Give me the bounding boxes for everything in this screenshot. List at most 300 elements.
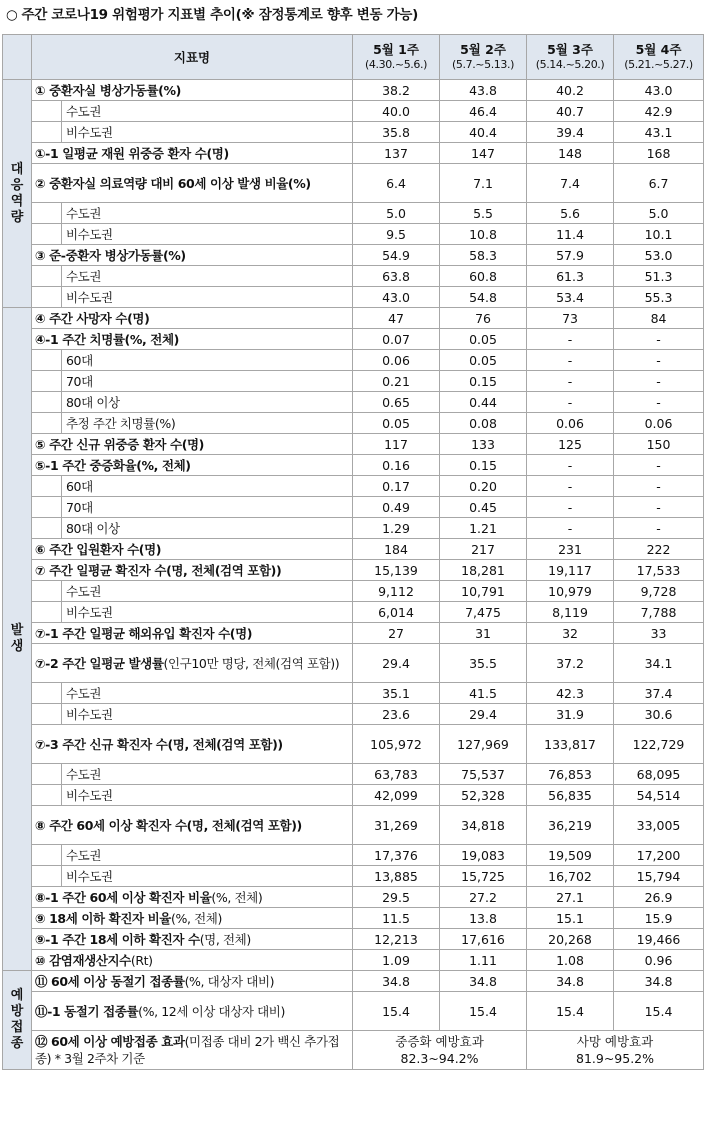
value-cell-week-4: 150: [614, 434, 704, 455]
table-row: [3, 350, 704, 371]
indent-cell: [32, 785, 62, 806]
value-cell-week-2: 0.44: [440, 392, 527, 413]
header-category-cell: [3, 35, 32, 80]
value-cell-week-4: 0.06: [614, 413, 704, 434]
indicator-label: [32, 455, 353, 476]
table-row: [3, 929, 704, 950]
value-cell-week-1: 43.0: [353, 287, 440, 308]
label-rest: (미접종 대비 2가 백신 추가접종): [35, 1034, 340, 1066]
label-text: ① 중환자실 병상가동률(%): [35, 82, 181, 98]
value-cell-week-2: 18,281: [440, 560, 527, 581]
label-bold: ⑫ 60세 이상 예방접종 효과: [35, 1034, 185, 1049]
table-row: [3, 806, 704, 845]
label-text: 수도권: [66, 205, 102, 221]
value-cell-week-1: 63,783: [353, 764, 440, 785]
indent-cell: [32, 413, 62, 434]
value-cell-week-4: 15.4: [614, 992, 704, 1031]
indicator-label: [32, 329, 353, 350]
label-bold: ⑦-2 주간 일평균 발생률: [35, 655, 164, 671]
indicator-label: [32, 80, 353, 101]
value-cell-week-4: 15,794: [614, 866, 704, 887]
value-cell-week-1: 11.5: [353, 908, 440, 929]
value-cell-week-2: 13.8: [440, 908, 527, 929]
table-row: [3, 266, 704, 287]
value-cell-week-1: 6.4: [353, 164, 440, 203]
indicator-label: [32, 908, 353, 929]
value-cell-week-1: 38.2: [353, 80, 440, 101]
value-cell-week-2: 58.3: [440, 245, 527, 266]
indicator-label: [62, 602, 353, 623]
table-row: [3, 476, 704, 497]
value-cell-week-3: 20,268: [527, 929, 614, 950]
value-cell-week-1: 0.06: [353, 350, 440, 371]
value-cell-week-1: 0.21: [353, 371, 440, 392]
indicator-label: [32, 143, 353, 164]
label-bold: ⑩ 감염재생산지수: [35, 952, 131, 968]
value-cell-week-1: 35.8: [353, 122, 440, 143]
value-cell-week-1: 40.0: [353, 101, 440, 122]
label-text: 비수도권: [66, 289, 113, 305]
label-text: ⑤-1 주간 중증화율(%, 전체): [35, 457, 191, 473]
value-cell-week-4: 54,514: [614, 785, 704, 806]
table-row: [3, 434, 704, 455]
death-effect-label: 사망 예방효과: [576, 1034, 654, 1049]
indicator-label: [62, 203, 353, 224]
indent-cell: [32, 392, 62, 413]
value-cell-week-2: 41.5: [440, 683, 527, 704]
value-cell-week-3: -: [527, 497, 614, 518]
label-text: ⑧ 주간 60세 이상 확진자 수(명, 전체(검역 포함)): [35, 817, 302, 833]
value-cell-week-2: 76: [440, 308, 527, 329]
indent-cell: [32, 122, 62, 143]
value-cell-week-1: 12,213: [353, 929, 440, 950]
indicator-label: [62, 371, 353, 392]
value-cell-week-1: 5.0: [353, 203, 440, 224]
table-row: [3, 644, 704, 683]
table-row: [3, 122, 704, 143]
label-text: 80대 이상: [66, 394, 120, 410]
indent-cell: [32, 101, 62, 122]
value-cell-week-1: 35.1: [353, 683, 440, 704]
label-text: ⑦-1 주간 일평균 해외유입 확진자 수(명): [35, 625, 253, 641]
value-cell-week-4: -: [614, 329, 704, 350]
value-cell-week-4: 43.1: [614, 122, 704, 143]
table-row: [3, 329, 704, 350]
value-cell-week-1: 13,885: [353, 866, 440, 887]
value-cell-week-2: 60.8: [440, 266, 527, 287]
value-cell-week-1: 6,014: [353, 602, 440, 623]
value-cell-week-2: 0.05: [440, 350, 527, 371]
table-row: [3, 308, 704, 329]
value-cell-week-2: 75,537: [440, 764, 527, 785]
label-text: 수도권: [66, 268, 102, 284]
death-prevention-effect: [527, 1031, 704, 1070]
value-cell-week-3: 16,702: [527, 866, 614, 887]
indicator-label: [32, 560, 353, 581]
label-rest: (%, 전체): [211, 889, 263, 905]
value-cell-week-4: 122,729: [614, 725, 704, 764]
value-cell-week-2: 217: [440, 539, 527, 560]
indicator-label: [62, 518, 353, 539]
indent-cell: [32, 518, 62, 539]
value-cell-week-4: 19,466: [614, 929, 704, 950]
value-cell-week-1: 0.17: [353, 476, 440, 497]
value-cell-week-2: 52,328: [440, 785, 527, 806]
table-row: [3, 539, 704, 560]
table-row: [3, 725, 704, 764]
value-cell-week-1: 0.07: [353, 329, 440, 350]
value-cell-week-3: 148: [527, 143, 614, 164]
table-row: [3, 764, 704, 785]
risk-indicator-table: [2, 34, 704, 1070]
label-bold: ⑪ 60세 이상 동절기 접종률: [35, 973, 185, 989]
value-cell-week-3: 37.2: [527, 644, 614, 683]
table-row: [3, 908, 704, 929]
value-cell-week-3: 32: [527, 623, 614, 644]
value-cell-week-3: 34.8: [527, 971, 614, 992]
value-cell-week-3: 56,835: [527, 785, 614, 806]
value-cell-week-1: 63.8: [353, 266, 440, 287]
label-text: 수도권: [66, 766, 102, 782]
value-cell-week-1: 184: [353, 539, 440, 560]
value-cell-week-3: 40.2: [527, 80, 614, 101]
label-text: ⑥ 주간 입원환자 수(명): [35, 541, 162, 557]
table-row: [3, 101, 704, 122]
value-cell-week-4: 7,788: [614, 602, 704, 623]
value-cell-week-4: 6.7: [614, 164, 704, 203]
indicator-label: [62, 704, 353, 725]
indicator-label: [62, 683, 353, 704]
indicator-label: [32, 929, 353, 950]
page-title: [6, 0, 418, 30]
label-text: ② 중환자실 의료역량 대비 60세 이상 발생 비율(%): [35, 175, 311, 191]
value-cell-week-1: 105,972: [353, 725, 440, 764]
indicator-label: [32, 434, 353, 455]
label-text: 수도권: [66, 847, 102, 863]
value-cell-week-3: -: [527, 455, 614, 476]
label-bold: ⑧-1 주간 60세 이상 확진자 비율: [35, 889, 212, 905]
value-cell-week-4: 37.4: [614, 683, 704, 704]
table-row: [3, 455, 704, 476]
value-cell-week-1: 1.29: [353, 518, 440, 539]
label-rest: (%, 전체): [171, 910, 222, 926]
value-cell-week-2: 0.15: [440, 371, 527, 392]
indent-cell: [32, 581, 62, 602]
header-indicator: 지표명: [32, 35, 353, 80]
indicator-label: [62, 101, 353, 122]
label-rest: (인구10만 명당, 전체(검역 포함)): [163, 655, 340, 671]
indent-cell: [32, 497, 62, 518]
label-text: 70대: [66, 499, 93, 515]
value-cell-week-1: 29.4: [353, 644, 440, 683]
label-rest: (명, 전체): [199, 931, 251, 947]
value-cell-week-2: 147: [440, 143, 527, 164]
value-cell-week-4: 15.9: [614, 908, 704, 929]
value-cell-week-1: 9.5: [353, 224, 440, 245]
indent-cell: [32, 224, 62, 245]
indent-cell: [32, 602, 62, 623]
header-week-1: 5월 1주 (4.30.~5.6.): [353, 35, 440, 80]
value-cell-week-2: 10.8: [440, 224, 527, 245]
value-cell-week-4: -: [614, 392, 704, 413]
value-cell-week-2: 1.21: [440, 518, 527, 539]
indent-cell: [32, 203, 62, 224]
value-cell-week-3: 61.3: [527, 266, 614, 287]
value-cell-week-2: 15,725: [440, 866, 527, 887]
value-cell-week-3: 36,219: [527, 806, 614, 845]
value-cell-week-4: -: [614, 476, 704, 497]
value-cell-week-1: 17,376: [353, 845, 440, 866]
table-row: [3, 518, 704, 539]
indicator-label: [32, 245, 353, 266]
value-cell-week-3: 40.7: [527, 101, 614, 122]
value-cell-week-3: 7.4: [527, 164, 614, 203]
table-row: [3, 497, 704, 518]
value-cell-week-2: 0.20: [440, 476, 527, 497]
value-cell-week-3: 125: [527, 434, 614, 455]
label-rest: (%, 12세 이상 대상자 대비): [138, 1003, 285, 1019]
label-text: 수도권: [66, 685, 102, 701]
table-row: [3, 392, 704, 413]
label-rest: (Rt): [130, 952, 153, 968]
value-cell-week-3: 8,119: [527, 602, 614, 623]
indicator-label: [32, 644, 353, 683]
value-cell-week-3: -: [527, 329, 614, 350]
value-cell-week-3: -: [527, 350, 614, 371]
indicator-label: [32, 1031, 353, 1070]
value-cell-week-4: 17,533: [614, 560, 704, 581]
indent-cell: [32, 371, 62, 392]
value-cell-week-3: 1.08: [527, 950, 614, 971]
value-cell-week-3: 19,509: [527, 845, 614, 866]
value-cell-week-4: 5.0: [614, 203, 704, 224]
indent-cell: [32, 476, 62, 497]
value-cell-week-3: 53.4: [527, 287, 614, 308]
table-row: [3, 164, 704, 203]
table-row: [3, 623, 704, 644]
value-cell-week-1: 0.05: [353, 413, 440, 434]
indicator-label: [62, 581, 353, 602]
indicator-label: [32, 806, 353, 845]
value-cell-week-1: 1.09: [353, 950, 440, 971]
table-row: [3, 866, 704, 887]
indicator-label: [62, 122, 353, 143]
indicator-label: [62, 350, 353, 371]
label-text: 비수도권: [66, 226, 113, 242]
header-week-3: 5월 3주 (5.14.~5.20.): [527, 35, 614, 80]
table-row-vaccine-effect: [3, 1031, 704, 1070]
value-cell-week-1: 34.8: [353, 971, 440, 992]
label-text: ①-1 일평균 재원 위중증 환자 수(명): [35, 145, 229, 161]
value-cell-week-3: 133,817: [527, 725, 614, 764]
value-cell-week-4: 10.1: [614, 224, 704, 245]
value-cell-week-1: 27: [353, 623, 440, 644]
table-row: [3, 413, 704, 434]
table-row: [3, 143, 704, 164]
label-bold: ⑨ 18세 이하 확진자 비율: [35, 910, 171, 926]
value-cell-week-3: 5.6: [527, 203, 614, 224]
table-row: [3, 845, 704, 866]
indent-cell: [32, 683, 62, 704]
value-cell-week-2: 0.15: [440, 455, 527, 476]
label-text: 비수도권: [66, 787, 113, 803]
table-row: [3, 887, 704, 908]
value-cell-week-3: -: [527, 392, 614, 413]
label-text: 80대 이상: [66, 520, 120, 536]
indicator-label: [62, 413, 353, 434]
label-text: ⑤ 주간 신규 위중증 환자 수(명): [35, 436, 204, 452]
indicator-label: [32, 308, 353, 329]
table-row: [3, 683, 704, 704]
indent-cell: [32, 287, 62, 308]
value-cell-week-1: 47: [353, 308, 440, 329]
category-occurrence: 발 생: [3, 308, 32, 971]
value-cell-week-1: 31,269: [353, 806, 440, 845]
value-cell-week-3: 39.4: [527, 122, 614, 143]
value-cell-week-2: 15.4: [440, 992, 527, 1031]
value-cell-week-4: 9,728: [614, 581, 704, 602]
value-cell-week-4: 33: [614, 623, 704, 644]
table-row: [3, 560, 704, 581]
label-bold: ⑪-1 동절기 접종률: [35, 1003, 139, 1019]
value-cell-week-4: 55.3: [614, 287, 704, 308]
value-cell-week-4: 53.0: [614, 245, 704, 266]
table-row: [3, 704, 704, 725]
value-cell-week-2: 10,791: [440, 581, 527, 602]
value-cell-week-3: 11.4: [527, 224, 614, 245]
label-text: 비수도권: [66, 604, 113, 620]
value-cell-week-2: 19,083: [440, 845, 527, 866]
title-text: 주간 코로나19 위험평가 지표별 추이(※ 잠정통계로 향후 변동 가능): [21, 7, 418, 23]
severe-effect-label: 중증화 예방효과: [395, 1034, 484, 1049]
value-cell-week-4: 34.8: [614, 971, 704, 992]
death-effect-value: 81.9~95.2%: [576, 1051, 655, 1066]
indicator-label: [62, 224, 353, 245]
value-cell-week-2: 7,475: [440, 602, 527, 623]
label-text: 비수도권: [66, 706, 113, 722]
value-cell-week-4: 51.3: [614, 266, 704, 287]
value-cell-week-2: 127,969: [440, 725, 527, 764]
value-cell-week-1: 15.4: [353, 992, 440, 1031]
label-text: 비수도권: [66, 124, 113, 140]
value-cell-week-3: 15.1: [527, 908, 614, 929]
value-cell-week-2: 40.4: [440, 122, 527, 143]
indicator-label: [32, 164, 353, 203]
category-response: 대 응 역 량: [3, 80, 32, 308]
indicator-label: [62, 392, 353, 413]
table-row: [3, 602, 704, 623]
label-rest: (%, 대상자 대비): [184, 973, 275, 989]
label-text: 수도권: [66, 583, 102, 599]
value-cell-week-2: 0.08: [440, 413, 527, 434]
indicator-label: [32, 971, 353, 992]
indicator-label: [32, 725, 353, 764]
value-cell-week-2: 35.5: [440, 644, 527, 683]
label-text: 60대: [66, 478, 93, 494]
indicator-label: [32, 887, 353, 908]
label-text: 추정 주간 치명률(%): [66, 415, 176, 431]
indicator-label: [62, 785, 353, 806]
table-row: [3, 971, 704, 992]
value-cell-week-4: -: [614, 518, 704, 539]
label-text: ④ 주간 사망자 수(명): [35, 310, 150, 326]
value-cell-week-4: 33,005: [614, 806, 704, 845]
label-text: 비수도권: [66, 868, 113, 884]
label-text: ④-1 주간 치명률(%, 전체): [35, 331, 179, 347]
value-cell-week-3: 76,853: [527, 764, 614, 785]
value-cell-week-1: 117: [353, 434, 440, 455]
value-cell-week-4: 222: [614, 539, 704, 560]
table-row: [3, 371, 704, 392]
label-bold: ⑨-1 주간 18세 이하 확진자 수: [35, 931, 200, 947]
indicator-label: [32, 992, 353, 1031]
value-cell-week-2: 7.1: [440, 164, 527, 203]
table-row: [3, 245, 704, 266]
value-cell-week-2: 17,616: [440, 929, 527, 950]
value-cell-week-3: 19,117: [527, 560, 614, 581]
indicator-label: [62, 476, 353, 497]
value-cell-week-3: 0.06: [527, 413, 614, 434]
label-note: * 3월 2주차 기준: [51, 1051, 145, 1066]
table-row: [3, 224, 704, 245]
table-row: [3, 80, 704, 101]
value-cell-week-3: 73: [527, 308, 614, 329]
header-week-4: 5월 4주 (5.21.~5.27.): [614, 35, 704, 80]
value-cell-week-4: -: [614, 497, 704, 518]
value-cell-week-2: 133: [440, 434, 527, 455]
label-text: ⑦ 주간 일평균 확진자 수(명, 전체(검역 포함)): [35, 562, 282, 578]
value-cell-week-4: -: [614, 455, 704, 476]
value-cell-week-2: 1.11: [440, 950, 527, 971]
value-cell-week-4: 26.9: [614, 887, 704, 908]
value-cell-week-4: -: [614, 350, 704, 371]
value-cell-week-3: 57.9: [527, 245, 614, 266]
value-cell-week-4: 84: [614, 308, 704, 329]
value-cell-week-1: 137: [353, 143, 440, 164]
indicator-label: [62, 287, 353, 308]
indent-cell: [32, 764, 62, 785]
value-cell-week-2: 5.5: [440, 203, 527, 224]
value-cell-week-2: 31: [440, 623, 527, 644]
indicator-label: [62, 497, 353, 518]
value-cell-week-2: 27.2: [440, 887, 527, 908]
value-cell-week-4: 168: [614, 143, 704, 164]
indicator-label: [62, 866, 353, 887]
value-cell-week-2: 46.4: [440, 101, 527, 122]
indent-cell: [32, 350, 62, 371]
indent-cell: [32, 704, 62, 725]
value-cell-week-3: -: [527, 476, 614, 497]
value-cell-week-4: 17,200: [614, 845, 704, 866]
indicator-label: [32, 539, 353, 560]
table-row: [3, 287, 704, 308]
value-cell-week-3: -: [527, 518, 614, 539]
table-row: [3, 785, 704, 806]
value-cell-week-2: 0.05: [440, 329, 527, 350]
value-cell-week-3: 42.3: [527, 683, 614, 704]
value-cell-week-1: 9,112: [353, 581, 440, 602]
table-row: [3, 992, 704, 1031]
indent-cell: [32, 845, 62, 866]
indent-cell: [32, 866, 62, 887]
value-cell-week-2: 0.45: [440, 497, 527, 518]
category-vaccination: 예 방 접 종: [3, 971, 32, 1070]
indicator-label: [62, 266, 353, 287]
value-cell-week-1: 15,139: [353, 560, 440, 581]
header-week-2: 5월 2주 (5.7.~5.13.): [440, 35, 527, 80]
value-cell-week-1: 0.65: [353, 392, 440, 413]
label-text: 70대: [66, 373, 93, 389]
